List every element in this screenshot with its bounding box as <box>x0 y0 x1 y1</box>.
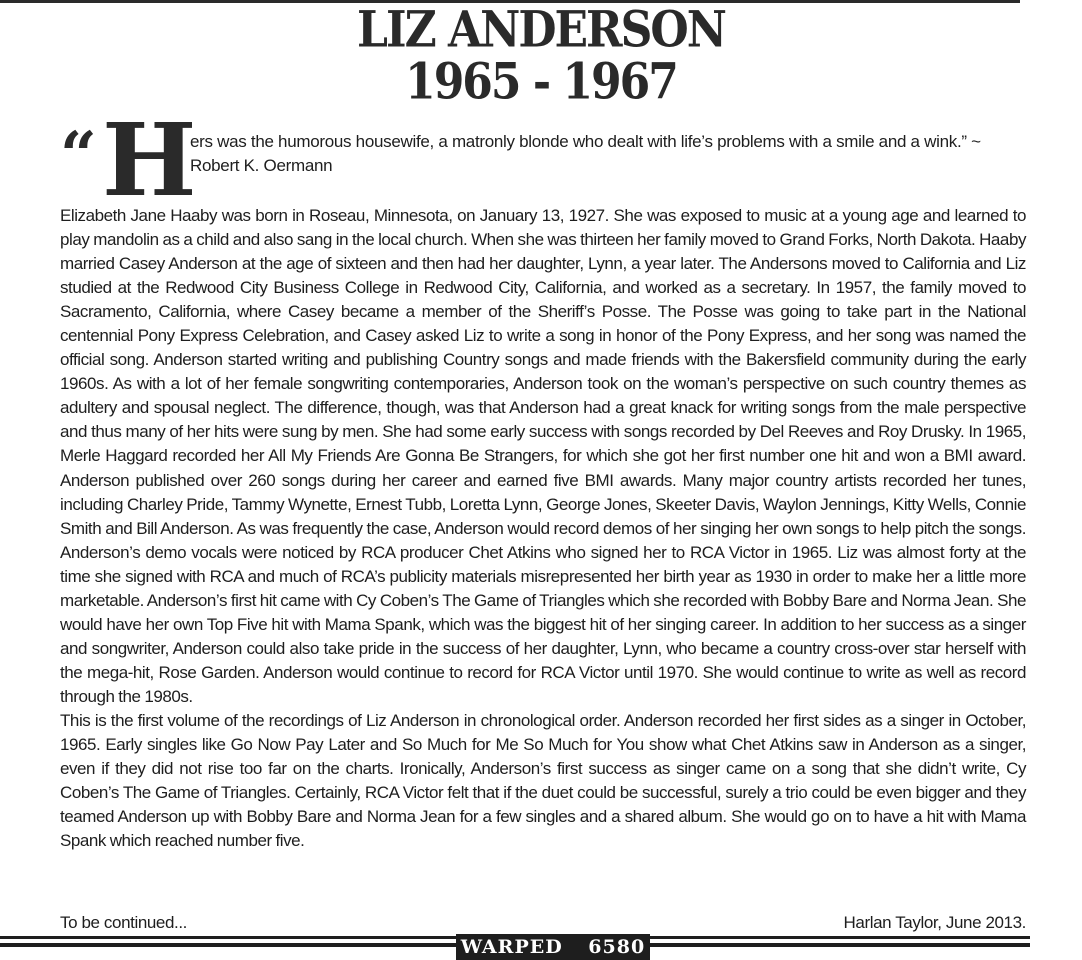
to-be-continued-text: To be continued... <box>60 913 188 932</box>
footer-rule-right-bottom <box>650 943 1030 947</box>
title-block <box>0 1 1082 111</box>
years-title: 1965 - 1967 <box>405 53 677 111</box>
pull-quote <box>60 101 1025 219</box>
footer-rule-left-top <box>0 936 456 939</box>
quote-text: ers was the humorous housewife, a matronly blonde who dealt with life’s problems with a smile and a wink.” ~ Robert K. Oermann <box>190 132 981 175</box>
article-body <box>60 204 1026 853</box>
author-signature: Harlan Taylor, June 2013. <box>843 913 1026 932</box>
footer-rule-left-bottom <box>0 943 456 947</box>
catalog-label: WARPED 6580 <box>456 934 650 960</box>
body-paragraph-biography: Elizabeth Jane Haaby was born in Roseau, Minnesota, on January 13, 1927. She was exposed to music at a young age and learned to play mandolin as a child and also sang in the local church. When she was thirteen her family moved to Grand Forks, North Dakota. Haaby married Casey Anderson at the age of sixteen and then had her daughter, Lynn, a year later. The Andersons moved to California and Liz studied at the Redwood City Business College in Redwood City, California, and worked as a secretary. In 1957, the family moved to Sacramento, California, where Casey became a member of the Sheriff’s Posse. The Posse was going to take part in the National centennial Pony Express Celebration, and Casey asked Liz to write a song in honor of the Pony Express, and her song was named the official song. Anderson started writing and publishing Country songs and made friends with the Bakersfield community during the early 1960s. As with a lot of her female songwriting contemporaries, Anderson took on the woman’s perspective on such country themes as adultery and spousal neglect. The difference, though, was that Anderson had a great knack for writing songs from the male perspective and thus many of her hits were sung by men. She had some early success with songs recorded by Del Reeves and Roy Drusky. In 1965, Merle Haggard recorded her All My Friends Are Gonna Be Strangers, for which she got her first number one hit and won a BMI award. Anderson published over 260 songs during her career and earned five BMI awards. Many major country artists recorded her tunes, including Charley Pride, Tammy Wynette, Ernest Tubb, Loretta Lynn, George Jones, Skeeter Davis, Waylon Jennings, Kitty Wells, Connie Smith and Bill Anderson. As was frequently the case, Anderson would record demos of her singing her own songs to help pitch the songs. Anderson’s demo vocals were noticed by RCA producer Chet Atkins who signed her to RCA Victor in 1965. Liz was almost forty at the time she signed with RCA and much of RCA’s publicity materials misrepresented her birth year as 1930 in order to make her a little more marketable. Anderson’s first hit came with Cy Coben’s The Game of Triangles which she recorded with Bobby Bare and Norma Jean. She would have her own Top Five hit with Mama Spank, which was the biggest hit of her singing career. In addition to her success as a singer and songwriter, Anderson could also take pride in the success of her daughter, Lynn, who became a country cross-over star herself with the mega-hit, Rose Garden. Anderson would continue to record for RCA Victor until 1970. She would continue to write as well as record through the 1980s. <box>60 206 1026 706</box>
artist-name-title: LIZ ANDERSON <box>357 1 725 59</box>
footer-rule-right-top <box>650 936 1030 939</box>
open-quote-mark: “ <box>60 118 97 193</box>
footer-bar <box>0 934 1030 960</box>
drop-cap: H <box>102 101 197 219</box>
body-paragraph-recordings: This is the first volume of the recordings of Liz Anderson in chronological order. Anderson recorded her first sides as a singer in October, 1965. Early singles like Go Now Pay Later and So Much for Me So Much for You show what Chet Atkins saw in Anderson as a singer, even if they did not rise too far on the charts. Ironically, Anderson’s first success as singer came on a song that she didn’t write, Cy Coben’s The Game of Triangles. Certainly, RCA Victor felt that if the duet could be successful, surely a trio could be even bigger and they teamed Anderson up with Bobby Bare and Norma Jean for a few singles and a shared album. She would go on to have a hit with Mama Spank which reached number five. <box>60 710 1026 851</box>
